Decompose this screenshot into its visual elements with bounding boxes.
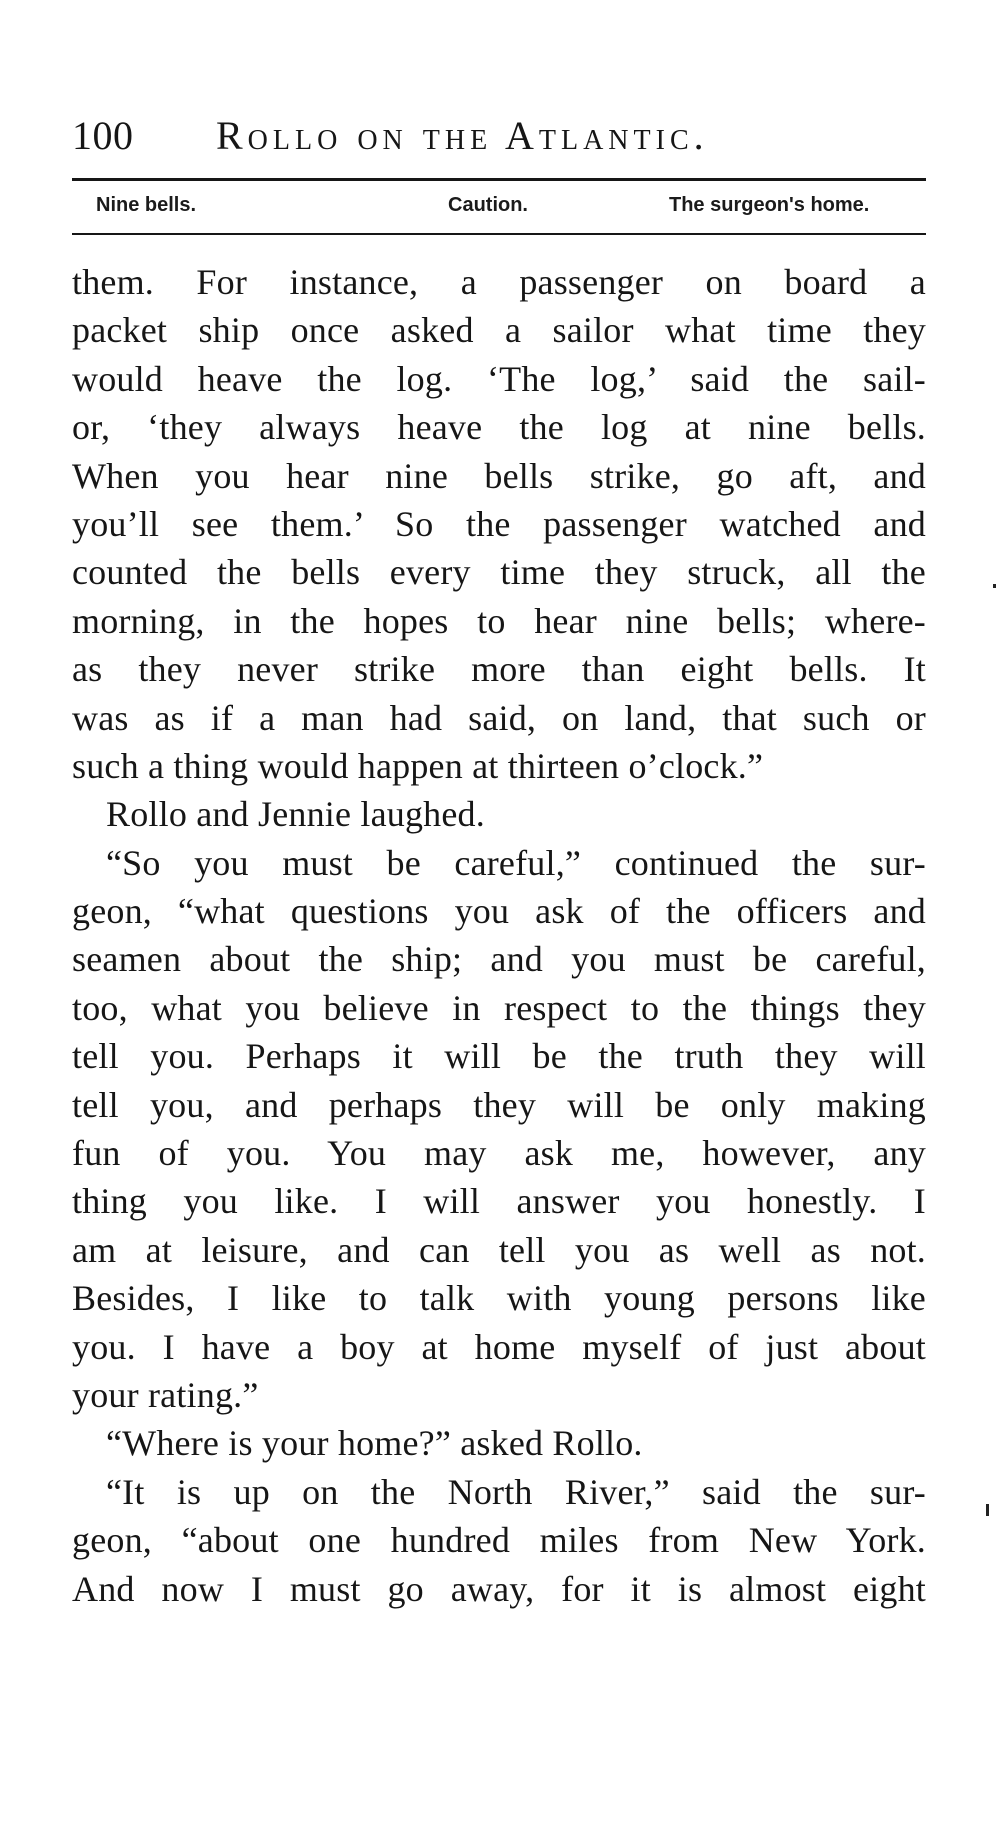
topic-caution: Caution. [448, 194, 528, 216]
text-line: Rollo and Jennie laughed. [106, 794, 485, 835]
text-line: When you hear nine bells strike, go aft, and [72, 455, 926, 496]
margin-speck [986, 1504, 989, 1516]
text-line: as they never strike more than eight bells. It [72, 649, 926, 690]
text-line: geon, “about one hundred miles from New York. [72, 1520, 926, 1561]
text-line: packet ship once asked a sailor what time they [72, 310, 926, 351]
header-rule-bottom [72, 233, 926, 235]
text-line: would heave the log. ‘The log,’ said the sail- [72, 358, 926, 399]
text-line: you. I have a boy at home myself of just about [72, 1326, 926, 1367]
text-line: “So you must be careful,” continued the sur- [106, 842, 926, 883]
text-line: tell you, and perhaps they will be only making [72, 1084, 926, 1125]
running-head [72, 104, 932, 160]
text-line: seamen about the ship; and you must be careful, [72, 939, 926, 980]
text-line: “It is up on the North River,” said the sur- [106, 1471, 926, 1512]
book-title: Rollo on the Atlantic. [216, 113, 709, 158]
page-number: 100 [72, 113, 134, 158]
topic-headings [72, 184, 926, 226]
text-line: counted the bells every time they struck, all the [72, 552, 926, 593]
text-line: was as if a man had said, on land, that such or [72, 697, 926, 738]
text-line: thing you like. I will answer you honestly. I [72, 1181, 926, 1222]
text-line: such a thing would happen at thirteen o’clock.” [72, 745, 764, 786]
text-line: Besides, I like to talk with young persons like [72, 1278, 926, 1319]
text-line: fun of you. You may ask me, however, any [72, 1133, 926, 1174]
header-rule-top [72, 178, 926, 181]
text-line: “Where is your home?” asked Rollo. [106, 1423, 643, 1464]
topic-nine-bells: Nine bells. [96, 194, 197, 216]
topic-surgeons-home: The surgeon's home. [669, 194, 870, 216]
text-line: them. For instance, a passenger on board a [72, 262, 926, 302]
text-line: And now I must go away, for it is almost eight [72, 1568, 926, 1609]
text-line: morning, in the hopes to hear nine bells; where- [72, 600, 926, 641]
text-line: or, ‘they always heave the log at nine bells. [72, 407, 926, 448]
text-line: too, what you believe in respect to the things they [72, 987, 926, 1028]
text-line: geon, “what questions you ask of the officers and [72, 891, 926, 932]
margin-speck [993, 584, 996, 588]
text-line: am at leisure, and can tell you as well as not. [72, 1229, 926, 1270]
text-line: tell you. Perhaps it will be the truth they will [72, 1036, 926, 1077]
text-line: your rating.” [72, 1374, 259, 1415]
text-line: you’ll see them.’ So the passenger watched and [72, 503, 926, 544]
body-text [72, 258, 926, 1613]
